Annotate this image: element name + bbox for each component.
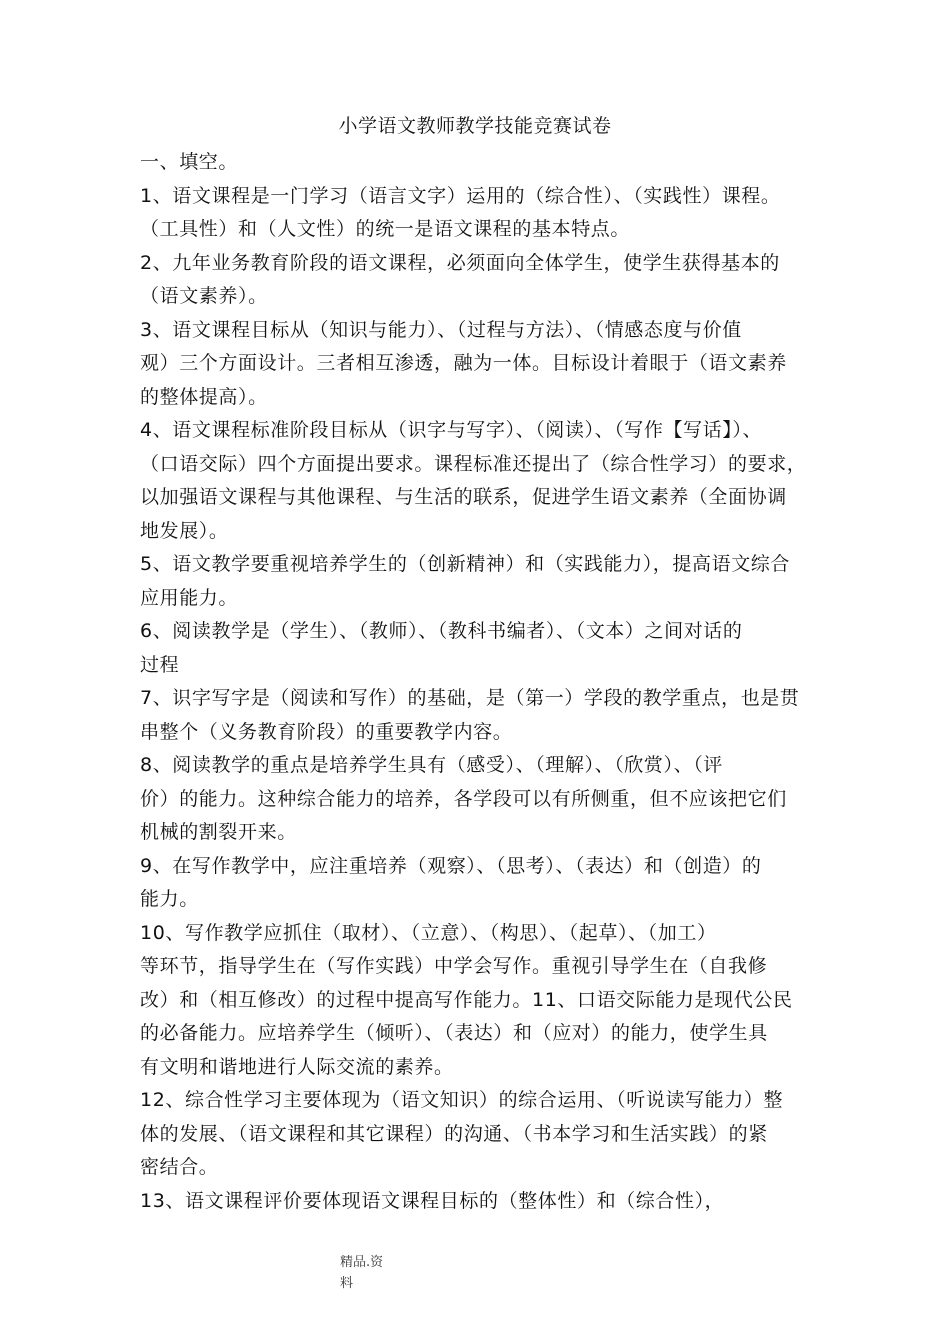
text-line: 7、识字写字是（阅读和写作）的基础，是（第一）学段的教学重点，也是贯 bbox=[140, 687, 800, 709]
text-line: 3、语文课程目标从（知识与能力）、（过程与方法）、（情感态度与价值 bbox=[140, 318, 742, 341]
text-line: 串整个（义务教育阶段）的重要教学内容。 bbox=[140, 720, 513, 743]
text-line: 等环节，指导学生在（写作实践）中学会写作。重视引导学生在（自我修 bbox=[140, 955, 768, 977]
text-line: 有文明和谐地进行人际交流的素养。 bbox=[140, 1055, 454, 1078]
text-line: 12、综合性学习主要体现为（语文知识）的综合运用、（听说读写能力）整 bbox=[140, 1089, 784, 1111]
text-line: 观）三个方面设计。三者相互渗透，融为一体。目标设计着眼于（语文素养 bbox=[140, 352, 787, 374]
text-line: 的整体提高）。 bbox=[140, 385, 268, 408]
text-line: 地发展）。 bbox=[140, 519, 229, 542]
text-line: 5、语文教学要重视培养学生的（创新精神）和（实践能力），提高语文综合 bbox=[140, 553, 790, 575]
text-line: 6、阅读教学是（学生）、（教师）、（教科书编者）、（文本）之间对话的 bbox=[140, 620, 743, 642]
footer-line: 料 bbox=[340, 1276, 354, 1291]
text-line: 8、阅读教学的重点是培养学生具有（感受）、（理解）、（欣赏）、（评 bbox=[140, 754, 723, 776]
text-line: 2、九年业务教育阶段的语文课程，必须面向全体学生，使学生获得基本的 bbox=[140, 251, 780, 274]
text-line: 4、语文课程标准阶段目标从（识字与写字）、（阅读）、（写作【写话】）、 bbox=[140, 419, 763, 441]
text-line: 应用能力。 bbox=[140, 586, 239, 609]
text-line: （口语交际）四个方面提出要求。课程标准还提出了（综合性学习）的要求， bbox=[140, 452, 807, 475]
text-line: 的必备能力。应培养学生（倾听）、（表达）和（应对）的能力，使学生具 bbox=[140, 1022, 768, 1044]
text-line: （工具性）和（人文性）的统一是语文课程的基本特点。 bbox=[140, 218, 631, 240]
text-line: 9、在写作教学中，应注重培养（观察）、（思考）、（表达）和（创造）的 bbox=[140, 854, 762, 877]
text-line: 13、语文课程评价要体现语文课程目标的（整体性）和（综合性）， bbox=[140, 1189, 725, 1212]
text-line: 体的发展、（语文课程和其它课程）的沟通、（书本学习和生活实践）的紧 bbox=[140, 1122, 768, 1145]
text-line: 1、语文课程是一门学习（语言文字）运用的（综合性）、（实践性）课程。 bbox=[140, 184, 781, 207]
section-heading: 一、填空。 bbox=[140, 151, 239, 173]
text-line: 能力。 bbox=[140, 888, 199, 910]
text-line: 密结合。 bbox=[140, 1156, 219, 1178]
text-line: 以加强语文课程与其他课程、与生活的联系，促进学生语文素养（全面协调 bbox=[140, 486, 787, 508]
text-line: 价）的能力。这种综合能力的培养，各学段可以有所侧重，但不应该把它们 bbox=[140, 787, 787, 810]
text-line: 改）和（相互修改）的过程中提高写作能力。11、口语交际能力是现代公民 bbox=[140, 988, 793, 1011]
text-line: 过程 bbox=[140, 653, 180, 676]
text-line: 机械的割裂开来。 bbox=[140, 821, 297, 843]
text-line: 10、写作教学应抓住（取材）、（立意）、（构思）、（起草）、（加工） bbox=[140, 921, 717, 944]
text-line: （语文素养）。 bbox=[140, 285, 268, 307]
footer-line: 精品.资 bbox=[340, 1255, 384, 1270]
footer-note bbox=[340, 1252, 383, 1294]
page-title: 小学语文教师教学技能竞赛试卷 bbox=[338, 115, 612, 137]
body-text bbox=[140, 146, 840, 1218]
